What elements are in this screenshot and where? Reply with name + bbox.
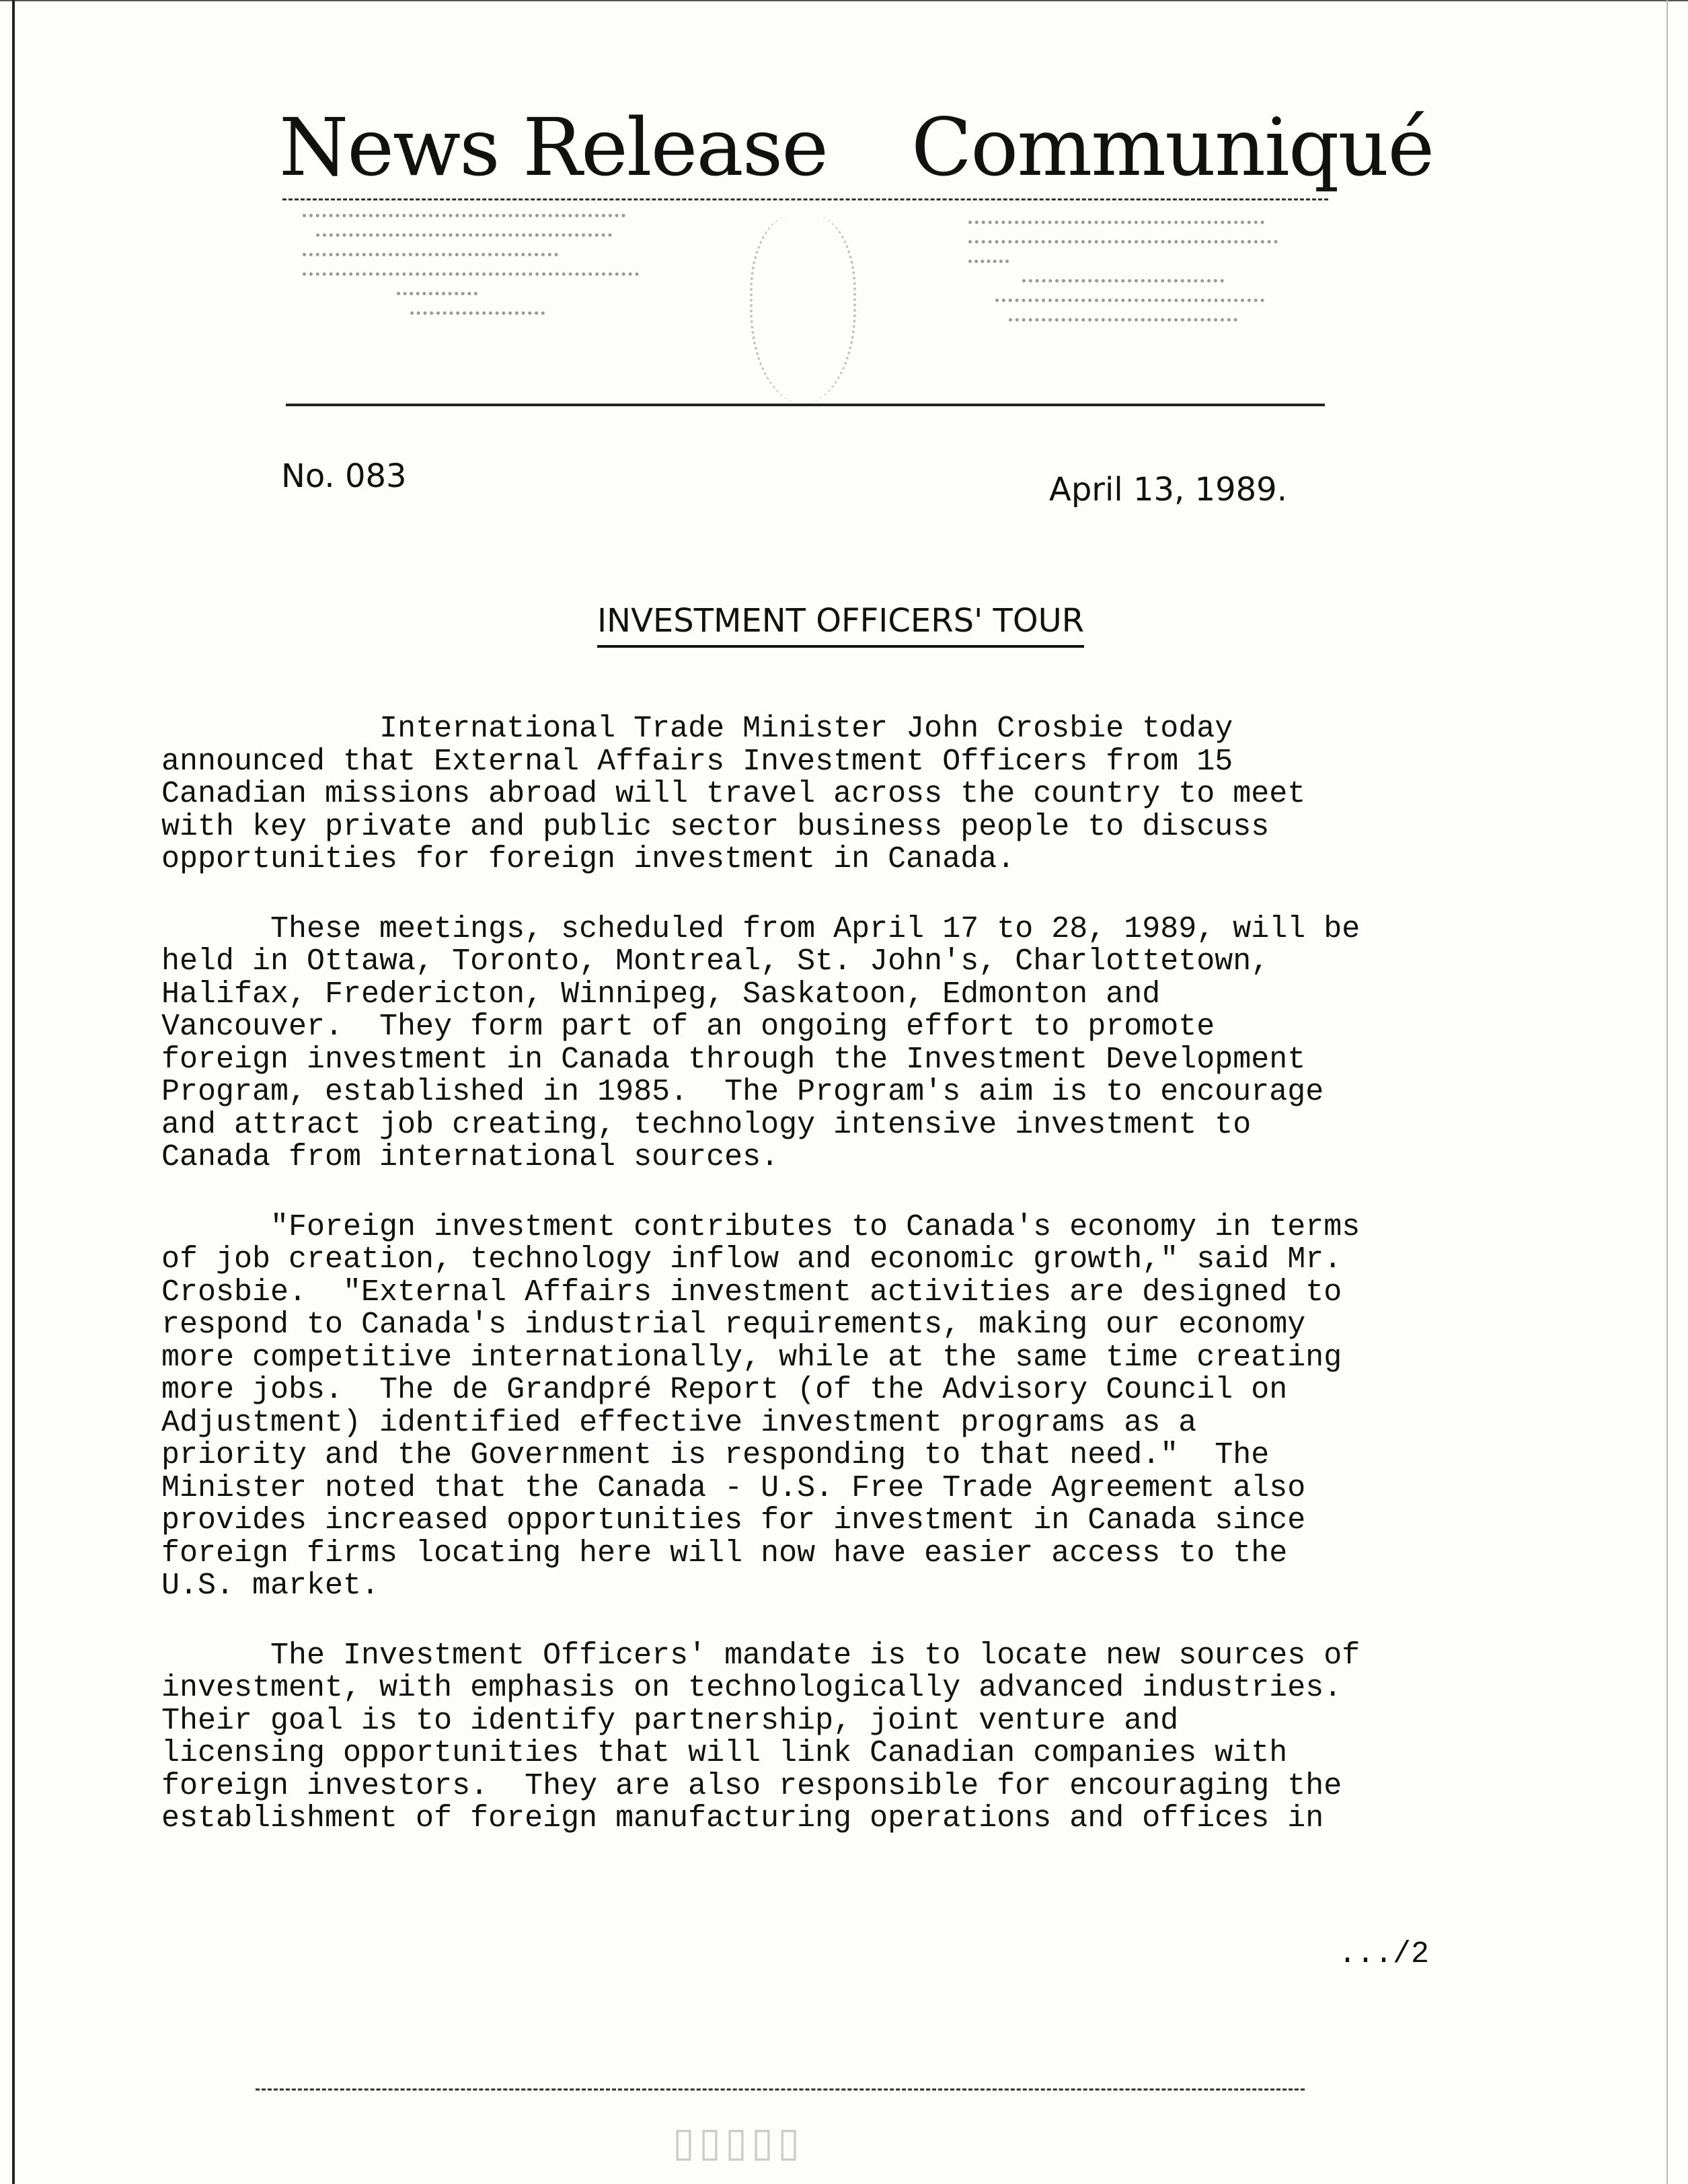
paragraph: The Investment Officers' mandate is to locate new sources of investment, with emphasis on technologically advanced industries. Their goal is to identify partnership, joint venture and licensing opportunities that will link Canadian companies with foreign investors. They are also responsible for encouraging the establishment of foreign manufacturing operations and offices in	[161, 1638, 1360, 1836]
page-top-edge	[0, 0, 1688, 1]
paragraph: "Foreign investment contributes to Canada's economy in terms of job creation, technology inflow and economic growth," said Mr. Crosbie. "External Affairs investment activities are designed to respond to Canada's industrial requirements, making our economy more competitive internationally, while at the same time creating more jobs. The de Grandpré Report (of the Advisory Council on Adjustment) identified effective investment programs as a priority and the Government is responding to that need." The Minister noted that the Canada - U.S. Free Trade Agreement also provides increased opportunities for investment in Canada since foreign firms locating here will now have easier access to the U.S. market.	[161, 1209, 1360, 1603]
masthead-bottom-rule	[286, 404, 1325, 406]
footer-rule	[256, 2088, 1305, 2091]
page-left-edge	[12, 0, 15, 2184]
page-continuation-indicator: .../2	[1338, 1937, 1430, 1971]
document-title: INVESTMENT OFFICERS' TOUR	[597, 602, 1084, 648]
page-right-edge	[1666, 0, 1668, 2184]
faded-ministry-block-english	[303, 202, 652, 331]
coat-of-arms-emblem	[750, 215, 856, 404]
faded-ministry-block-french	[968, 209, 1305, 338]
paragraph: International Trade Minister John Crosbie today announced that External Affairs Investment Officers from 15 Canadian missions abroad will travel across the country to meet with key private and public sector business people to discuss opportunities for foreign investment in Canada.	[161, 712, 1306, 876]
body-text	[161, 713, 1506, 1873]
paragraph: These meetings, scheduled from April 17 to 28, 1989, will be held in Ottawa, Toronto, Montreal, St. John's, Charlottetown, Halifax, Fredericton, Winnipeg, Saskatoon, Edmonton and Vancouver. They form part of an ongoing effort to promote foreign investment in Canada through the Investment Development Program, established in 1985. The Program's aim is to encourage and attract job creating, technology intensive investment to Canada from international sources.	[161, 911, 1360, 1174]
release-date: April 13, 1989.	[1049, 471, 1287, 509]
masthead-top-rule	[282, 198, 1328, 200]
canada-wordmark-logo: ▯▯▯▯▯	[673, 2119, 804, 2166]
masthead-news-release: News Release	[279, 101, 828, 194]
release-number: No. 083	[281, 457, 407, 495]
masthead-communique: Communiqué	[911, 101, 1434, 194]
